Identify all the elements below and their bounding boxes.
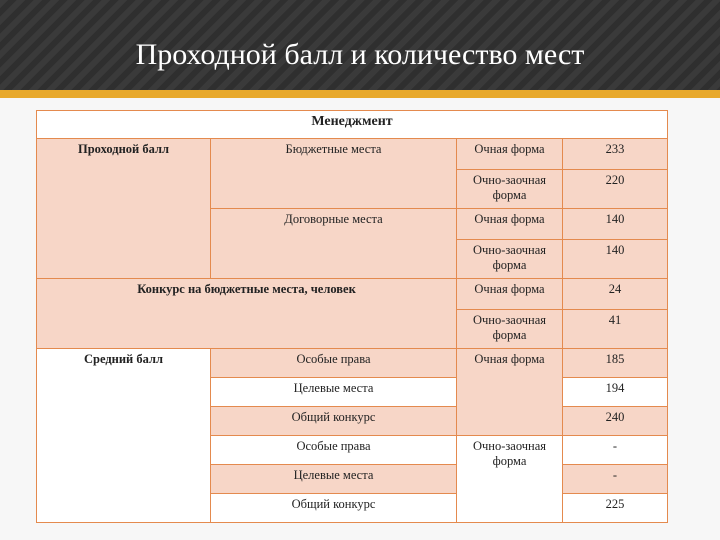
form-cell: Очно-заочная форма [457, 170, 563, 209]
accent-bar [0, 90, 720, 98]
value-cell: 225 [563, 494, 668, 523]
value-cell: 24 [563, 279, 668, 310]
category-cell: Особые права [211, 349, 457, 378]
value-cell: 233 [563, 139, 668, 170]
passing-score-label: Проходной балл [37, 139, 211, 279]
slide-title: Проходной балл и количество мест [135, 38, 585, 71]
value-cell: 220 [563, 170, 668, 209]
contract-places-label: Договорные места [211, 209, 457, 279]
category-cell: Общий конкурс [211, 407, 457, 436]
value-cell: - [563, 436, 668, 465]
value-cell: - [563, 465, 668, 494]
table-header: Менеджмент [37, 111, 668, 139]
category-cell: Общий конкурс [211, 494, 457, 523]
form-cell: Очная форма [457, 209, 563, 240]
form-cell: Очная форма [457, 349, 563, 436]
form-cell: Очно-заочная форма [457, 310, 563, 349]
form-cell: Очная форма [457, 139, 563, 170]
value-cell: 41 [563, 310, 668, 349]
value-cell: 185 [563, 349, 668, 378]
budget-places-label: Бюджетные места [211, 139, 457, 209]
value-cell: 194 [563, 378, 668, 407]
value-cell: 140 [563, 209, 668, 240]
value-cell: 140 [563, 240, 668, 279]
form-cell: Очно-заочная форма [457, 240, 563, 279]
competition-label: Конкурс на бюджетные места, человек [37, 279, 457, 349]
category-cell: Целевые места [211, 465, 457, 494]
value-cell: 240 [563, 407, 668, 436]
slide-header [0, 0, 720, 90]
form-cell: Очная форма [457, 279, 563, 310]
form-cell: Очно-заочная форма [457, 436, 563, 523]
category-cell: Целевые места [211, 378, 457, 407]
average-score-label: Средний балл [37, 349, 211, 523]
admission-table [36, 110, 668, 523]
category-cell: Особые права [211, 436, 457, 465]
